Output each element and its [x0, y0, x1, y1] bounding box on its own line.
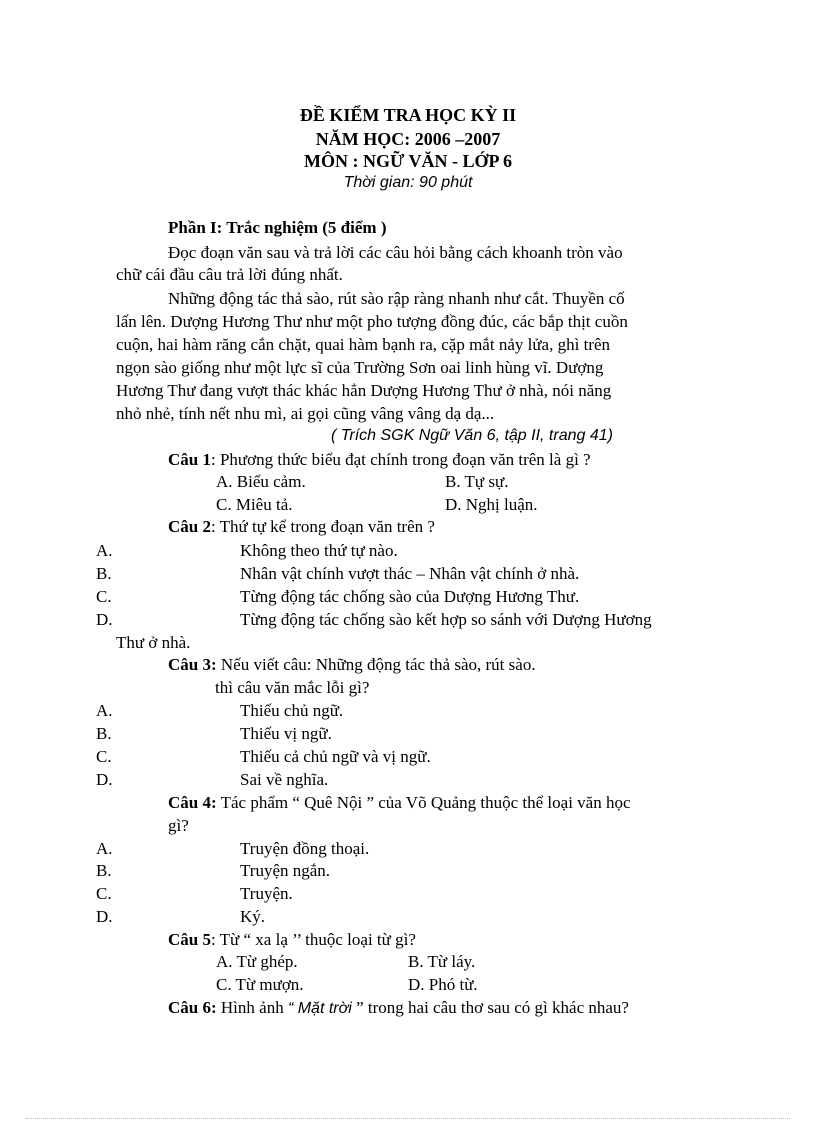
question-4-text-2: gì?	[168, 816, 189, 835]
q1-option-b: B. Tự sự.	[445, 472, 509, 491]
q5-option-c: C. Từ mượn.	[216, 975, 304, 994]
q5-option-b: B. Từ láy.	[408, 952, 476, 971]
question-5	[168, 931, 416, 948]
q4-option-c-text: Truyện.	[240, 884, 293, 903]
question-6-text-after: ” trong hai câu thơ sau có gì khác nhau?	[351, 998, 629, 1017]
q3-option-d-letter: D.	[96, 770, 113, 789]
page-bottom-rule	[26, 1118, 790, 1119]
question-1-label: Câu 1	[168, 450, 211, 469]
instruction-line-2: chữ cái đầu câu trả lời đúng nhất.	[116, 265, 343, 284]
q4-option-b-text: Truyện ngắn.	[240, 861, 331, 880]
question-3-text: Nếu viết câu: Những động tác thả sào, rút sào.	[216, 655, 536, 674]
q3-option-d-text: Sai về nghĩa.	[240, 770, 329, 789]
question-3-text-2: thì câu văn mắc lỗi gì?	[215, 678, 370, 697]
q4-option-d-text: Ký.	[240, 907, 266, 926]
q2-option-d-continuation: Thư ở nhà.	[116, 633, 191, 652]
question-2	[168, 518, 435, 535]
q2-option-b-text: Nhân vật chính vượt thác – Nhân vật chính ở nhà.	[240, 564, 580, 583]
q5-option-a: A. Từ ghép.	[216, 952, 298, 971]
exam-duration: Thời gian: 90 phút	[343, 174, 473, 191]
q2-option-c-letter: C.	[96, 587, 112, 606]
passage-line-5: Hương Thư đang vượt thác khác hẳn Dượng Hương Thư ở nhà, nói năng	[116, 381, 612, 400]
q4-option-c-letter: C.	[96, 884, 112, 903]
q3-option-a-letter: A.	[96, 701, 113, 720]
q2-option-c-text: Từng động tác chống sào của Dượng Hương Thư.	[240, 587, 580, 606]
passage-line-6: nhỏ nhẻ, tính nết nhu mì, ai gọi cũng vâng vâng dạ dạ...	[116, 404, 495, 423]
school-year: NĂM HỌC: 2006 –2007	[315, 129, 501, 149]
question-3-label: Câu 3:	[168, 655, 217, 674]
passage-line-2: lấn lên. Dượng Hương Thư như một pho tượng đồng đúc, các bắp thịt cuồn	[116, 312, 628, 331]
q3-option-c-text: Thiếu cả chủ ngữ và vị ngữ.	[240, 747, 431, 766]
question-6	[168, 999, 629, 1017]
q4-option-a-letter: A.	[96, 839, 113, 858]
instruction-line-1: Đọc đoạn văn sau và trả lời các câu hỏi bằng cách khoanh tròn vào	[168, 243, 623, 262]
q5-option-d: D. Phó từ.	[408, 975, 478, 994]
q4-option-a-text: Truyện đồng thoại.	[240, 839, 370, 858]
question-2-label: Câu 2	[168, 517, 211, 536]
passage-line-3: cuộn, hai hàm răng cắn chặt, quai hàm bạnh ra, cặp mắt nảy lửa, ghì trên	[116, 335, 610, 354]
q3-option-b-letter: B.	[96, 724, 112, 743]
passage-source: ( Trích SGK Ngữ Văn 6, tập II, trang 41)	[331, 427, 613, 444]
question-5-label: Câu 5	[168, 930, 211, 949]
q2-option-a-text: Không theo thứ tự nào.	[240, 541, 398, 560]
question-4-text: Tác phẩm “ Quê Nội ” của Võ Quảng thuộc thể loại văn học	[216, 793, 631, 812]
q4-option-d-letter: D.	[96, 907, 113, 926]
passage-line-4: ngọn sào giống như một lực sĩ của Trường Sơn oai linh hùng vĩ. Dượng	[116, 358, 604, 377]
q4-option-b-letter: B.	[96, 861, 112, 880]
question-5-text: : Từ “ xa lạ ’’ thuộc loại từ gì?	[210, 930, 416, 949]
passage-line-1: Những động tác thả sào, rút sào rập ràng nhanh như cắt. Thuyền cố	[168, 289, 625, 308]
q2-option-a-letter: A.	[96, 541, 113, 560]
q3-option-b-text: Thiếu vị ngữ.	[240, 724, 332, 743]
question-6-text-before: Hình ảnh	[216, 998, 288, 1017]
question-1	[168, 451, 591, 468]
q3-option-a-text: Thiếu chủ ngữ.	[240, 701, 344, 720]
question-4	[168, 794, 631, 811]
question-1-text: : Phương thức biểu đạt chính trong đoạn văn trên là gì ?	[210, 450, 591, 469]
question-2-text: : Thứ tự kể trong đoạn văn trên ?	[210, 517, 435, 536]
exam-title: ĐỀ KIỂM TRA HỌC KỲ II	[299, 105, 517, 125]
q2-option-b-letter: B.	[96, 564, 112, 583]
subject-line: MÔN : NGỮ VĂN - LỚP 6	[304, 151, 512, 171]
question-3	[168, 656, 536, 673]
question-6-label: Câu 6:	[168, 998, 217, 1017]
q3-option-c-letter: C.	[96, 747, 112, 766]
q1-option-d: D. Nghị luận.	[445, 495, 538, 514]
q2-option-d-text: Từng động tác chống sào kết hợp so sánh với Dượng Hương	[240, 610, 652, 629]
q1-option-c: C. Miêu tả.	[216, 495, 293, 514]
part1-heading: Phần I: Trắc nghiệm (5 điểm )	[168, 218, 387, 237]
q2-option-d-letter: D.	[96, 610, 113, 629]
question-6-quoted: “ Mặt trời	[287, 1000, 352, 1017]
q1-option-a: A. Biểu cảm.	[216, 472, 306, 491]
question-4-label: Câu 4:	[168, 793, 217, 812]
